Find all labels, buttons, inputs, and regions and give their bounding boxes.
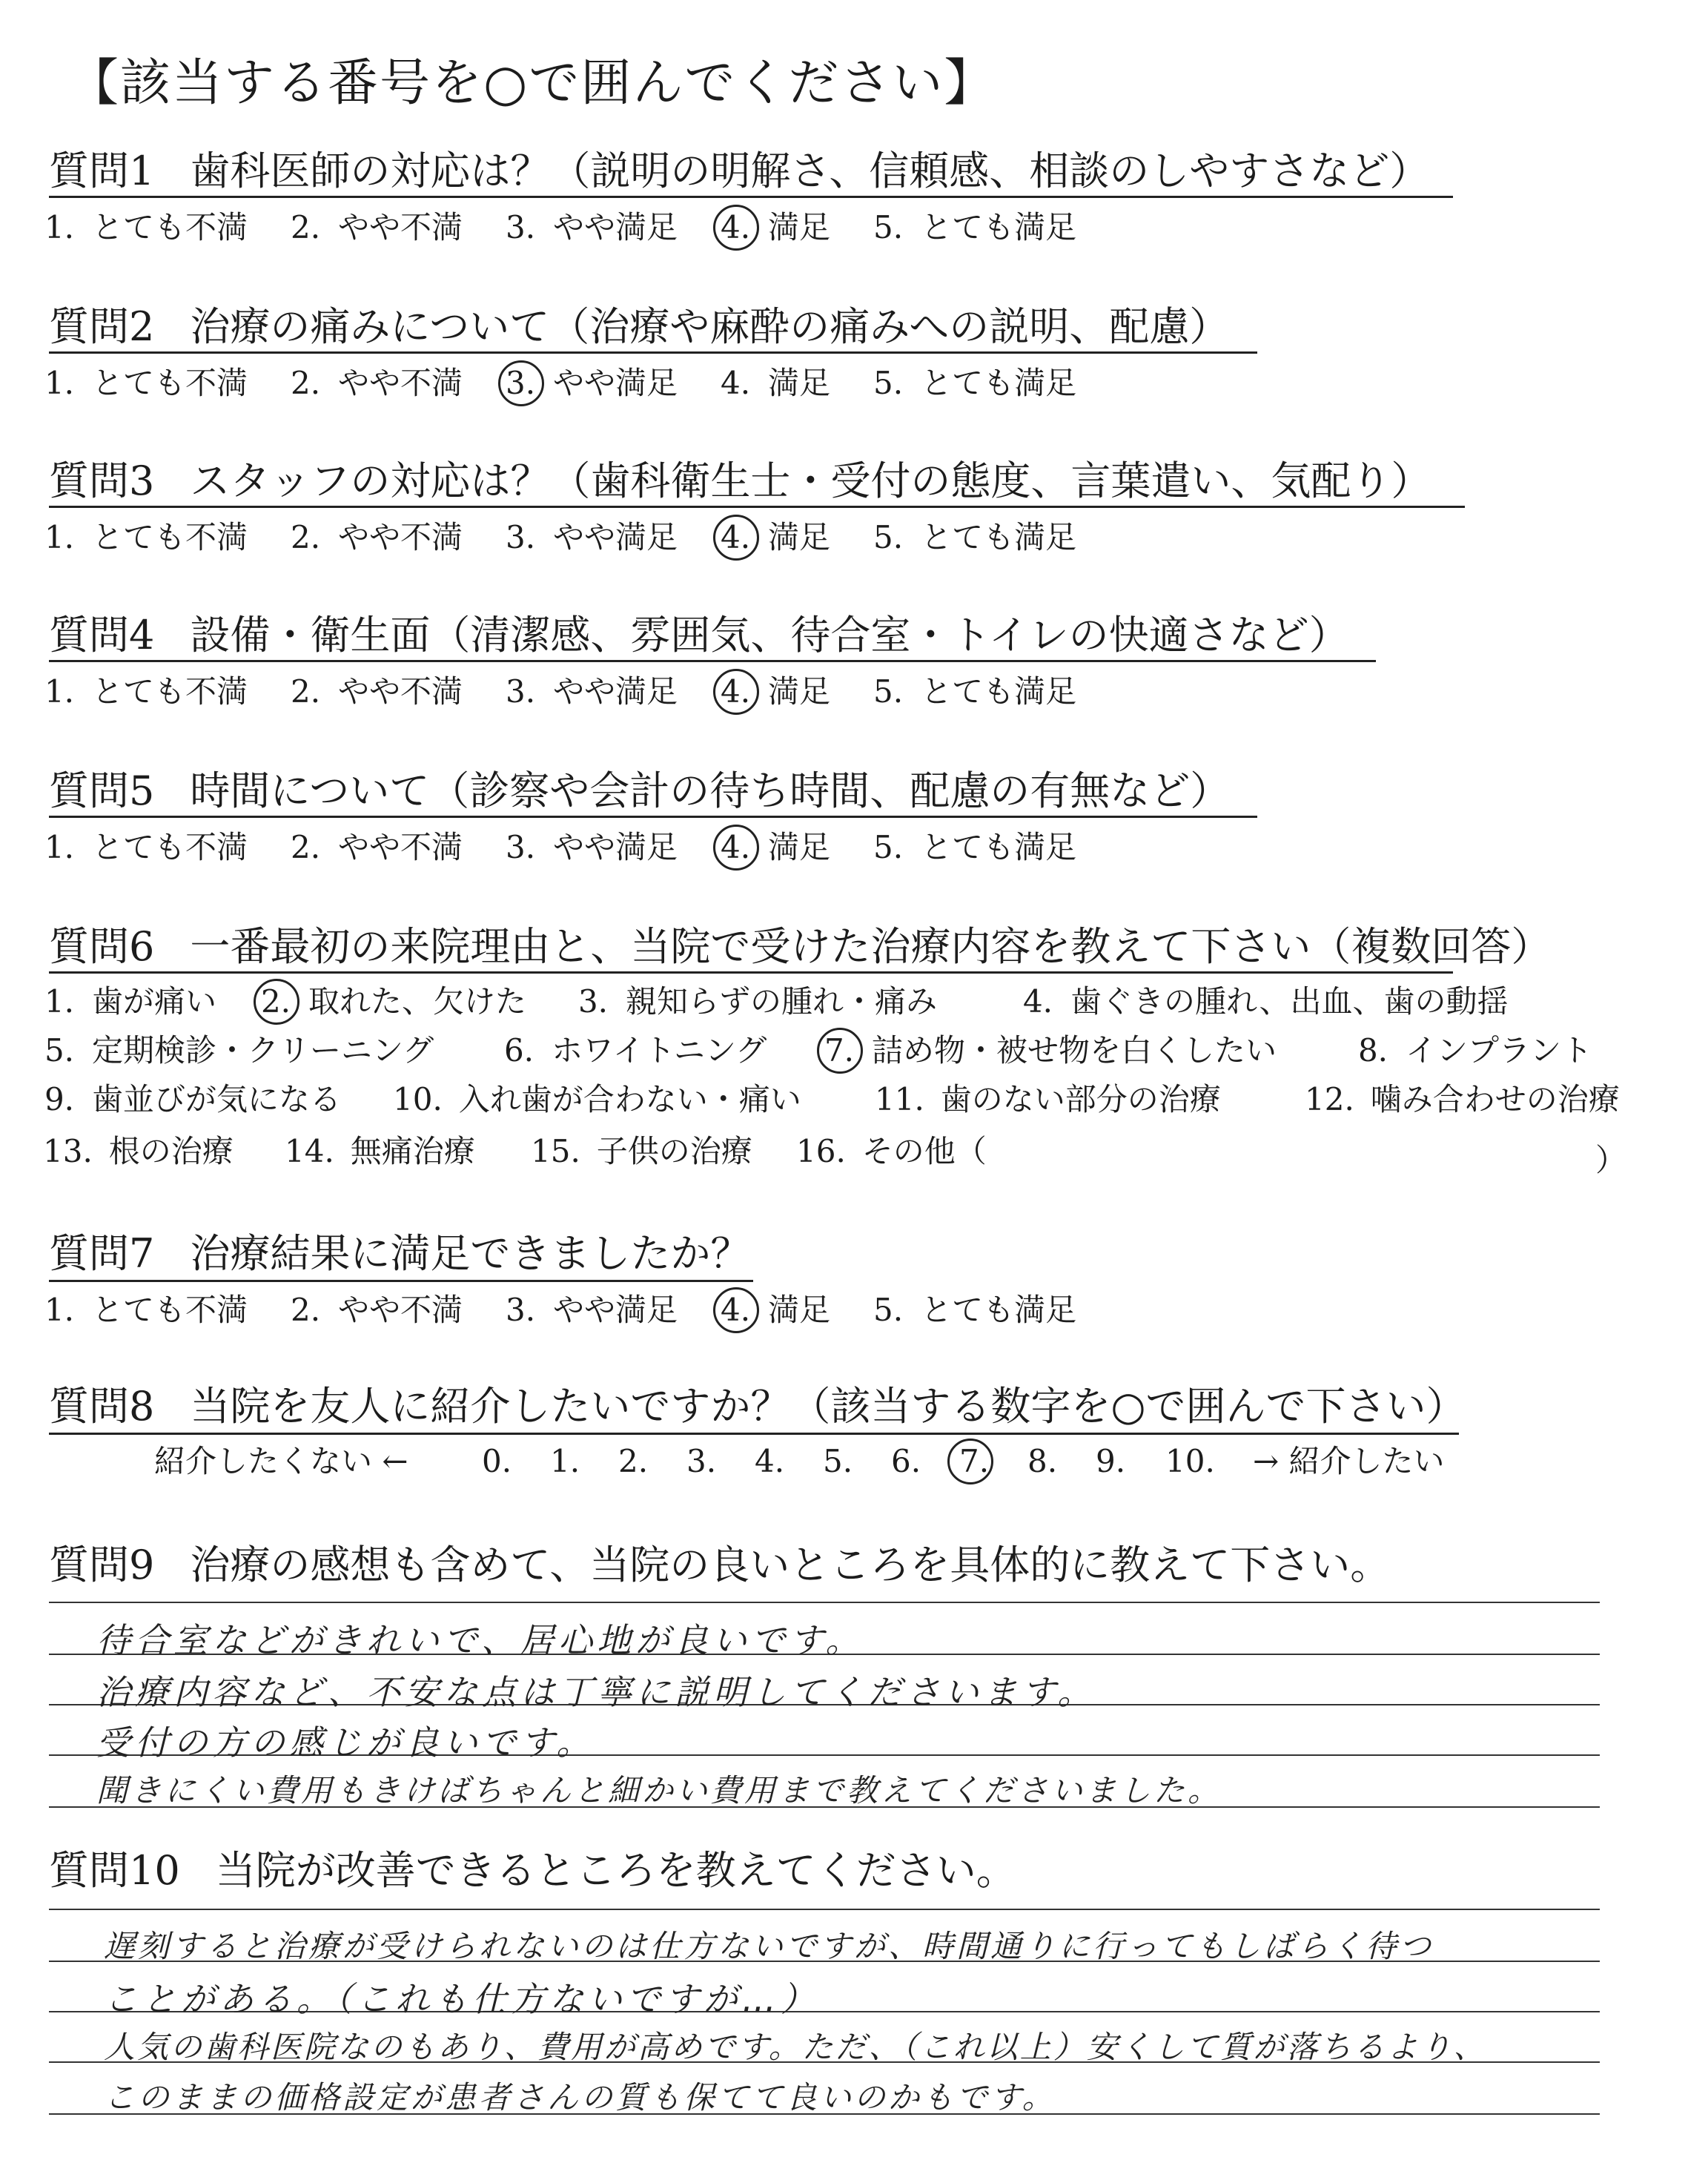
option-label: 歯のない部分の治療	[940, 1081, 1221, 1117]
question-text: 時間について（診察や会計の待ち時間、配慮の有無など）	[190, 767, 1231, 814]
option-1[interactable]	[43, 365, 248, 401]
option-number: 2.	[290, 519, 321, 555]
question-3-underline	[49, 506, 1465, 508]
option-3[interactable]	[504, 829, 678, 865]
q10-answer-line: 人気の歯科医院なのもあり、費用が高めです。ただ、（これ以上）安くして質が落ちるより、	[104, 2029, 1487, 2065]
question-text: 治療の痛みについて（治療や麻酔の痛みへの説明、配慮）	[190, 303, 1230, 350]
option-label: 噛み合わせの治療	[1370, 1081, 1620, 1117]
scale-option-8[interactable]: 8.	[1027, 1443, 1058, 1479]
scale-option-9[interactable]: 9.	[1096, 1443, 1126, 1479]
option-number: 5.	[873, 519, 904, 555]
option-label: 満足	[768, 209, 831, 245]
question-text: 一番最初の来院理由と、当院で受けた治療内容を教えて下さい（複数回答）	[190, 923, 1552, 970]
option-number: 14.	[285, 1133, 334, 1169]
question-1-heading	[49, 148, 1430, 194]
question-number: 質問7	[49, 1230, 155, 1277]
q10-answer-line: このままの価格設定が患者さんの質も保てて良いのかもです。	[104, 2079, 1056, 2116]
option-number: 3.	[505, 1292, 536, 1328]
option-label: やや満足	[553, 519, 678, 555]
reason-option-3[interactable]	[577, 983, 938, 1020]
reason-option-15[interactable]	[531, 1133, 752, 1169]
option-4[interactable]	[719, 365, 831, 401]
option-number: 9.	[44, 1081, 75, 1117]
option-label: とても不満	[92, 829, 248, 865]
reason-option-1[interactable]	[43, 983, 217, 1020]
question-number: 質問6	[49, 923, 155, 970]
question-1-underline	[49, 196, 1453, 198]
option-label: やや満足	[553, 365, 678, 401]
question-2-heading	[49, 303, 1230, 350]
option-label: 歯ぐきの腫れ、出血、歯の動揺	[1070, 983, 1509, 1020]
option-number: 5.	[873, 673, 904, 710]
option-3[interactable]	[504, 673, 678, 710]
q9-answer-line: 待合室などがきれいで、居心地が良いです。	[96, 1620, 864, 1660]
option-number: 5.	[873, 1292, 904, 1328]
reason-option-5[interactable]	[43, 1032, 434, 1069]
question-5-underline	[49, 816, 1257, 818]
option-5[interactable]	[872, 673, 1077, 710]
option-number: 4.	[721, 519, 751, 555]
option-number: 16.	[796, 1133, 846, 1169]
q10-answer-line: ことがある。（これも仕方ないですが…）	[104, 1979, 819, 2019]
reason-option-4[interactable]	[1022, 983, 1509, 1020]
option-label: 満足	[768, 365, 831, 401]
option-number: 3.	[577, 983, 609, 1020]
scale-option-2[interactable]: 2.	[618, 1443, 649, 1479]
q9-answer-line: 聞きにくい費用もきけばちゃんと細かい費用まで教えてくださいました。	[96, 1772, 1222, 1809]
question-2-underline	[49, 351, 1257, 354]
question-3-options	[43, 519, 1118, 555]
reason-option-14[interactable]	[285, 1133, 475, 1169]
option-label: とても満足	[921, 829, 1077, 865]
question-text: スタッフの対応は？（歯科衛生士・受付の態度、言葉遣い、気配り）	[190, 458, 1431, 504]
option-4-selected[interactable]	[719, 673, 831, 710]
option-label: とても不満	[92, 365, 248, 401]
option-number: 2.	[290, 673, 321, 710]
option-label: 満足	[768, 519, 831, 555]
question-text: 治療結果に満足できましたか？	[190, 1230, 751, 1277]
question-number: 質問1	[49, 148, 155, 194]
option-label: 歯が痛い	[92, 983, 217, 1020]
reason-option-9[interactable]	[43, 1081, 342, 1117]
reason-option-16[interactable]	[796, 1133, 987, 1169]
question-5-options	[43, 829, 1118, 865]
scale-left-label: 紹介したくない ←	[154, 1443, 408, 1479]
option-1[interactable]	[43, 209, 248, 245]
option-label: とても満足	[921, 209, 1077, 245]
option-label: 根の治療	[108, 1133, 234, 1169]
option-1[interactable]	[43, 673, 248, 710]
option-2[interactable]	[289, 1292, 463, 1328]
option-label: やや不満	[338, 829, 463, 865]
option-label: とても不満	[92, 1292, 248, 1328]
option-number: 3.	[505, 829, 536, 865]
option-label: とても満足	[921, 519, 1077, 555]
option-number: 5.	[873, 365, 904, 401]
option-label: やや不満	[338, 519, 463, 555]
option-label: 取れた、欠けた	[308, 983, 527, 1020]
page-title: 【該当する番号を○で囲んでください】	[68, 54, 996, 113]
option-5[interactable]	[872, 519, 1077, 555]
option-3[interactable]	[504, 1292, 678, 1328]
option-number: 4.	[721, 209, 751, 245]
question-number: 質問8	[49, 1383, 155, 1430]
option-label: 入れ歯が合わない・痛い	[458, 1081, 801, 1117]
ruled-line	[49, 1602, 1600, 1603]
option-5[interactable]	[872, 365, 1077, 401]
option-2[interactable]	[289, 519, 463, 555]
option-number: 4.	[721, 1292, 751, 1328]
option-label: とても満足	[921, 673, 1077, 710]
q10-answer-line: 遅刻すると治療が受けられないのは仕方ないですが、時間通りに行ってもしばらく待つ	[104, 1928, 1434, 1964]
question-number: 質問4	[49, 612, 155, 658]
option-3[interactable]	[504, 209, 678, 245]
option-label: やや満足	[553, 209, 678, 245]
question-text: 設備・衛生面（清潔感、雰囲気、待合室・トイレの快適さなど）	[190, 612, 1349, 658]
option-5[interactable]	[872, 1292, 1077, 1328]
option-number: 5.	[873, 209, 904, 245]
option-label: やや不満	[338, 365, 463, 401]
reason-option-7-selected[interactable]	[823, 1032, 1277, 1069]
option-1[interactable]	[43, 829, 248, 865]
option-label: とても不満	[92, 673, 248, 710]
reason-option-8[interactable]	[1357, 1032, 1593, 1069]
question-number: 質問5	[49, 767, 155, 814]
reason-option-2-selected[interactable]	[259, 983, 527, 1020]
scale-option-1[interactable]: 1.	[550, 1443, 580, 1479]
reason-option-11[interactable]	[875, 1081, 1221, 1117]
option-4-selected[interactable]	[719, 209, 831, 245]
scale-option-6[interactable]: 6.	[891, 1443, 921, 1479]
option-number: 1.	[44, 519, 75, 555]
question-4-underline	[49, 660, 1376, 662]
option-4-selected[interactable]	[719, 829, 831, 865]
scale-option-5[interactable]: 5.	[823, 1443, 853, 1479]
question-1-options	[43, 209, 1118, 245]
option-number: 3.	[505, 519, 536, 555]
option-3-selected[interactable]	[504, 365, 678, 401]
option-number: 2.	[260, 983, 291, 1020]
option-4-selected[interactable]	[719, 519, 831, 555]
option-number: 1.	[44, 1292, 75, 1328]
question-7-underline	[49, 1280, 753, 1282]
option-number: 2.	[290, 1292, 321, 1328]
option-label: 子供の治療	[596, 1133, 752, 1169]
option-number: 10.	[393, 1081, 443, 1117]
question-10-heading	[49, 1847, 1016, 1894]
option-label: とても満足	[921, 1292, 1077, 1328]
question-8-underline	[49, 1433, 1459, 1435]
reason-option-12[interactable]	[1305, 1081, 1620, 1117]
option-1[interactable]	[43, 1292, 248, 1328]
option-number: 12.	[1305, 1081, 1354, 1117]
reason-option-10[interactable]	[393, 1081, 801, 1117]
option-number: 2.	[290, 365, 321, 401]
scale-option-7-selected[interactable]: 7.	[959, 1443, 990, 1479]
option-number: 1.	[44, 209, 75, 245]
option-1[interactable]	[43, 519, 248, 555]
question-text: 歯科医師の対応は？（説明の明解さ、信頼感、相談のしやすさなど）	[190, 148, 1430, 194]
question-8-heading	[49, 1383, 1466, 1430]
option-number: 1.	[44, 983, 75, 1020]
option-2[interactable]	[289, 829, 463, 865]
option-label: やや満足	[553, 829, 678, 865]
reason-option-6[interactable]	[503, 1032, 767, 1069]
option-5[interactable]	[872, 829, 1077, 865]
option-label: やや不満	[338, 1292, 463, 1328]
option-label: とても不満	[92, 209, 248, 245]
question-9-heading	[49, 1542, 1391, 1588]
option-label: その他（	[861, 1133, 987, 1169]
option-2[interactable]	[289, 365, 463, 401]
option-label: 定期検診・クリーニング	[92, 1032, 434, 1069]
option-number: 3.	[505, 673, 536, 710]
option-number: 15.	[531, 1133, 580, 1169]
option-label: やや満足	[553, 1292, 678, 1328]
option-number: 8.	[1357, 1032, 1388, 1069]
option-number: 6.	[503, 1032, 534, 1069]
option-label: やや満足	[553, 673, 678, 710]
scale-option-10[interactable]: 10.	[1165, 1443, 1215, 1479]
option-number: 1.	[44, 829, 75, 865]
q9-answer-line: 受付の方の感じが良いです。	[96, 1723, 595, 1763]
question-3-heading	[49, 458, 1431, 504]
reason-option-13[interactable]	[43, 1133, 234, 1169]
option-label: 詰め物・被せ物を白くしたい	[872, 1032, 1277, 1069]
option-label: 無痛治療	[350, 1133, 475, 1169]
option-number: 11.	[875, 1081, 924, 1117]
question-7-heading	[49, 1230, 751, 1277]
option-number: 13.	[43, 1133, 93, 1169]
option-number: 3.	[505, 209, 536, 245]
option-3[interactable]	[504, 519, 678, 555]
question-number: 質問10	[49, 1847, 180, 1894]
option-label: とても不満	[92, 519, 248, 555]
option-5[interactable]	[872, 209, 1077, 245]
q9-answer-line: 治療内容など、不安な点は丁寧に説明してくださいます。	[96, 1672, 1096, 1712]
scale-right-label: → 紹介したい	[1253, 1443, 1445, 1479]
question-text: 当院を友人に紹介したいですか？（該当する数字を○で囲んで下さい）	[190, 1383, 1466, 1430]
option-label: インプラント	[1406, 1032, 1593, 1069]
question-text: 当院が改善できるところを教えてください。	[215, 1847, 1016, 1894]
option-4-selected[interactable]	[719, 1292, 831, 1328]
option-number: 7.	[824, 1032, 855, 1069]
question-number: 質問2	[49, 303, 155, 350]
scale-option-3[interactable]: 3.	[686, 1443, 717, 1479]
option-number: 1.	[44, 365, 75, 401]
option-number: 4.	[1022, 983, 1053, 1020]
ruled-line	[49, 1909, 1600, 1910]
option-number: 2.	[290, 829, 321, 865]
option-label: 歯並びが気になる	[92, 1081, 342, 1117]
option-label: ホワイトニング	[552, 1032, 767, 1069]
option-label: 満足	[768, 829, 831, 865]
other-close-paren: ）	[1595, 1142, 1627, 1178]
option-label: やや不満	[338, 209, 463, 245]
scale-option-0[interactable]: 0.	[482, 1443, 512, 1479]
question-number: 質問9	[49, 1542, 155, 1588]
option-number: 1.	[44, 673, 75, 710]
option-number: 4.	[721, 829, 751, 865]
question-5-heading	[49, 767, 1231, 814]
option-number: 2.	[290, 209, 321, 245]
option-number: 4.	[721, 365, 751, 401]
question-4-options	[43, 673, 1118, 710]
question-number: 質問3	[49, 458, 155, 504]
option-number: 5.	[873, 829, 904, 865]
option-number: 4.	[721, 673, 751, 710]
option-2[interactable]	[289, 673, 463, 710]
option-label: やや不満	[338, 673, 463, 710]
option-number: 3.	[505, 365, 536, 401]
option-label: 満足	[768, 673, 831, 710]
question-2-options	[43, 365, 1118, 401]
question-text: 治療の感想も含めて、当院の良いところを具体的に教えて下さい。	[190, 1542, 1391, 1588]
question-6-heading	[49, 923, 1552, 970]
question-6-underline	[49, 971, 1453, 974]
option-label: 満足	[768, 1292, 831, 1328]
question-4-heading	[49, 612, 1349, 658]
option-label: 親知らずの腫れ・痛み	[626, 983, 938, 1020]
option-label: とても満足	[921, 365, 1077, 401]
option-2[interactable]	[289, 209, 463, 245]
option-number: 5.	[44, 1032, 75, 1069]
question-7-options	[43, 1292, 1118, 1328]
scale-option-4[interactable]: 4.	[755, 1443, 785, 1479]
